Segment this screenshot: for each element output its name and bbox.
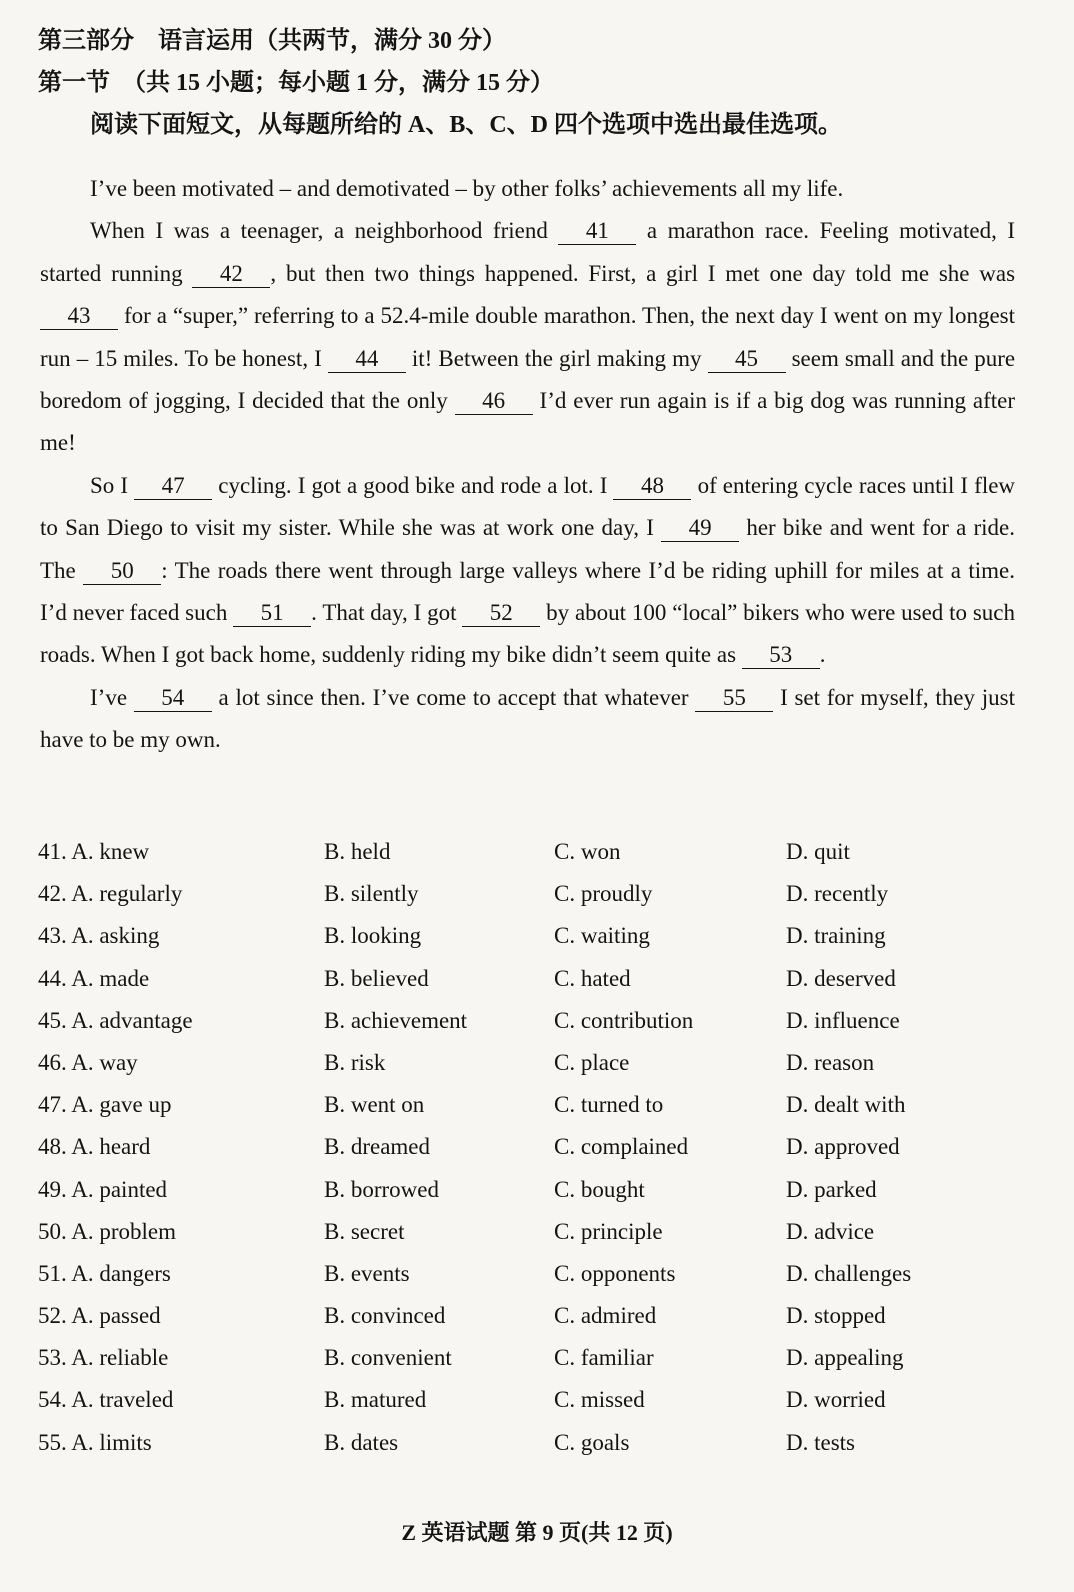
option-a: 52. A. passed <box>38 1303 161 1329</box>
option-d: D. approved <box>786 1134 900 1160</box>
option-a: 44. A. made <box>38 965 150 991</box>
paragraph-text: I’ve <box>90 684 128 710</box>
blank-42: 42 <box>192 261 270 288</box>
option-b: B. borrowed <box>324 1176 439 1202</box>
option-c: C. won <box>554 839 621 864</box>
paragraph-text: a lot since then. I’ve come to accept that whatever <box>218 684 689 710</box>
option-c: C. turned to <box>554 1092 664 1118</box>
option-b: B. believed <box>324 965 429 991</box>
paragraph-text: her bike and went for a ride. The <box>40 515 1016 583</box>
blank-45: 45 <box>708 346 786 373</box>
option-b: B. held <box>324 839 391 864</box>
option-b: B. risk <box>324 1049 386 1075</box>
option-a: 45. A. advantage <box>38 1007 193 1033</box>
page-footer: Z 英语试题 第 9 页(共 12 页) <box>401 1520 673 1545</box>
paragraph-text: . That day, I got <box>311 600 457 626</box>
option-c: C. missed <box>554 1387 645 1413</box>
option-a: 53. A. reliable <box>38 1345 169 1371</box>
blank-49: 49 <box>661 515 739 542</box>
question-row-41 <box>38 839 998 881</box>
paragraph-text: by about 100 “local” bikers who were used to such roads. When I got back home, suddenly riding my bike didn’t seem quite as <box>40 600 1015 668</box>
option-b: B. silently <box>324 881 419 907</box>
option-a: 51. A. dangers <box>38 1260 171 1286</box>
option-d: D. advice <box>786 1218 875 1244</box>
question-row-53 <box>38 1345 998 1387</box>
question-row-43 <box>38 923 998 965</box>
passage-paragraph-4 <box>40 677 1015 762</box>
question-row-55 <box>38 1430 998 1472</box>
paragraph-text: When I was a teenager, a neighborhood friend <box>90 218 548 244</box>
part-heading: 第三部分 语言运用（共两节，满分 30 分） <box>38 28 506 54</box>
paragraph-text: for a “super,” referring to a 52.4-mile double marathon. Then, the next day I went on my longest run – 15 miles. To be honest, I <box>40 303 1015 371</box>
option-b: B. convenient <box>324 1345 452 1371</box>
section-heading: 第一节 （共 15 小题；每小题 1 分，满分 15 分） <box>38 70 554 96</box>
option-c: C. contribution <box>554 1007 694 1033</box>
option-c: C. principle <box>554 1218 663 1244</box>
question-row-51 <box>38 1261 998 1303</box>
option-a: 46. A. way <box>38 1049 138 1075</box>
option-a: 55. A. limits <box>38 1429 152 1455</box>
option-c: C. place <box>554 1049 630 1075</box>
option-b: B. looking <box>324 923 422 949</box>
blank-46: 46 <box>455 388 533 415</box>
option-a: 47. A. gave up <box>38 1092 172 1118</box>
paragraph-text: I’ve been motivated – and demotivated – by other folks’ achievements all my life. <box>90 176 844 201</box>
passage-paragraph-2 <box>40 210 1015 464</box>
option-c: C. hated <box>554 965 631 991</box>
paragraph-text: it! Between the girl making my <box>411 345 702 371</box>
paragraph-text: cycling. I got a good bike and rode a lot. I <box>218 472 608 498</box>
question-row-54 <box>38 1387 998 1429</box>
option-c: C. waiting <box>554 923 650 949</box>
question-row-42 <box>38 881 998 923</box>
option-c: C. familiar <box>554 1345 654 1371</box>
option-a: 50. A. problem <box>38 1218 176 1244</box>
option-b: B. achievement <box>324 1007 468 1033</box>
option-c: C. complained <box>554 1134 689 1160</box>
option-a: 43. A. asking <box>38 923 160 949</box>
option-c: C. bought <box>554 1176 645 1202</box>
question-row-45 <box>38 1008 998 1050</box>
option-c: C. admired <box>554 1303 657 1329</box>
option-d: D. appealing <box>786 1345 904 1371</box>
instruction-text: 阅读下面短文，从每题所给的 A、B、C、D 四个选项中选出最佳选项。 <box>90 112 843 138</box>
paragraph-text: a marathon race. Feeling motivated, I started running <box>40 218 1016 286</box>
option-d: D. parked <box>786 1176 877 1202</box>
blank-54: 54 <box>134 685 212 712</box>
option-d: D. deserved <box>786 965 896 991</box>
option-b: B. matured <box>324 1387 427 1413</box>
option-d: D. influence <box>786 1007 900 1033</box>
options-list <box>38 839 998 1472</box>
paragraph-text: So I <box>90 472 129 498</box>
passage-paragraph-3 <box>40 465 1015 677</box>
option-c: C. opponents <box>554 1260 676 1286</box>
paragraph-text: . <box>819 642 826 668</box>
blank-43: 43 <box>40 303 118 330</box>
blank-41: 41 <box>558 218 636 245</box>
option-a: 49. A. painted <box>38 1176 168 1202</box>
option-c: C. proudly <box>554 881 653 907</box>
option-d: D. reason <box>786 1049 875 1075</box>
option-d: D. dealt with <box>786 1092 906 1118</box>
option-b: B. dates <box>324 1429 399 1455</box>
blank-44: 44 <box>328 346 406 373</box>
blank-48: 48 <box>613 473 691 500</box>
question-row-48 <box>38 1134 998 1176</box>
blank-53: 53 <box>742 642 820 669</box>
paragraph-text: , but then two things happened. First, a girl I met one day told me she was <box>270 260 1016 286</box>
paragraph-text: I set for myself, they just have to be my own. <box>40 684 1015 753</box>
option-d: D. training <box>786 923 886 949</box>
option-b: B. went on <box>324 1092 425 1118</box>
option-d: D. stopped <box>786 1303 886 1329</box>
option-a: 41. A. knew <box>38 839 150 864</box>
question-row-44 <box>38 966 998 1008</box>
option-d: D. worried <box>786 1387 886 1413</box>
blank-55: 55 <box>695 685 773 712</box>
option-a: 54. A. traveled <box>38 1387 174 1413</box>
paragraph-text: seem small and the pure boredom of jogging, I decided that the only <box>40 345 1016 414</box>
blank-51: 51 <box>233 600 311 627</box>
paragraph-text: : The roads there went through large valleys where I’d be riding uphill for miles at a time. I’d never faced such <box>40 557 1016 626</box>
option-c: C. goals <box>554 1429 630 1455</box>
option-a: 42. A. regularly <box>38 881 183 907</box>
option-d: D. quit <box>786 839 850 864</box>
option-b: B. events <box>324 1260 410 1286</box>
question-row-50 <box>38 1219 998 1261</box>
option-d: D. recently <box>786 881 889 907</box>
question-row-49 <box>38 1177 998 1219</box>
option-b: B. convinced <box>324 1303 446 1329</box>
option-b: B. dreamed <box>324 1134 431 1160</box>
option-a: 48. A. heard <box>38 1134 151 1160</box>
paragraph-text: I’d ever run again is if a big dog was running after me! <box>40 388 1016 456</box>
passage-paragraph-1 <box>40 168 1015 210</box>
paragraph-text: of entering cycle races until I flew to San Diego to visit my sister. While she was at work one day, I <box>40 472 1016 541</box>
option-d: D. challenges <box>786 1260 912 1286</box>
blank-47: 47 <box>134 473 212 500</box>
question-row-47 <box>38 1092 998 1134</box>
question-row-52 <box>38 1303 998 1345</box>
question-row-46 <box>38 1050 998 1092</box>
option-d: D. tests <box>786 1429 855 1455</box>
option-b: B. secret <box>324 1218 405 1244</box>
blank-52: 52 <box>462 600 540 627</box>
blank-50: 50 <box>83 558 161 585</box>
cloze-passage <box>40 168 1015 762</box>
